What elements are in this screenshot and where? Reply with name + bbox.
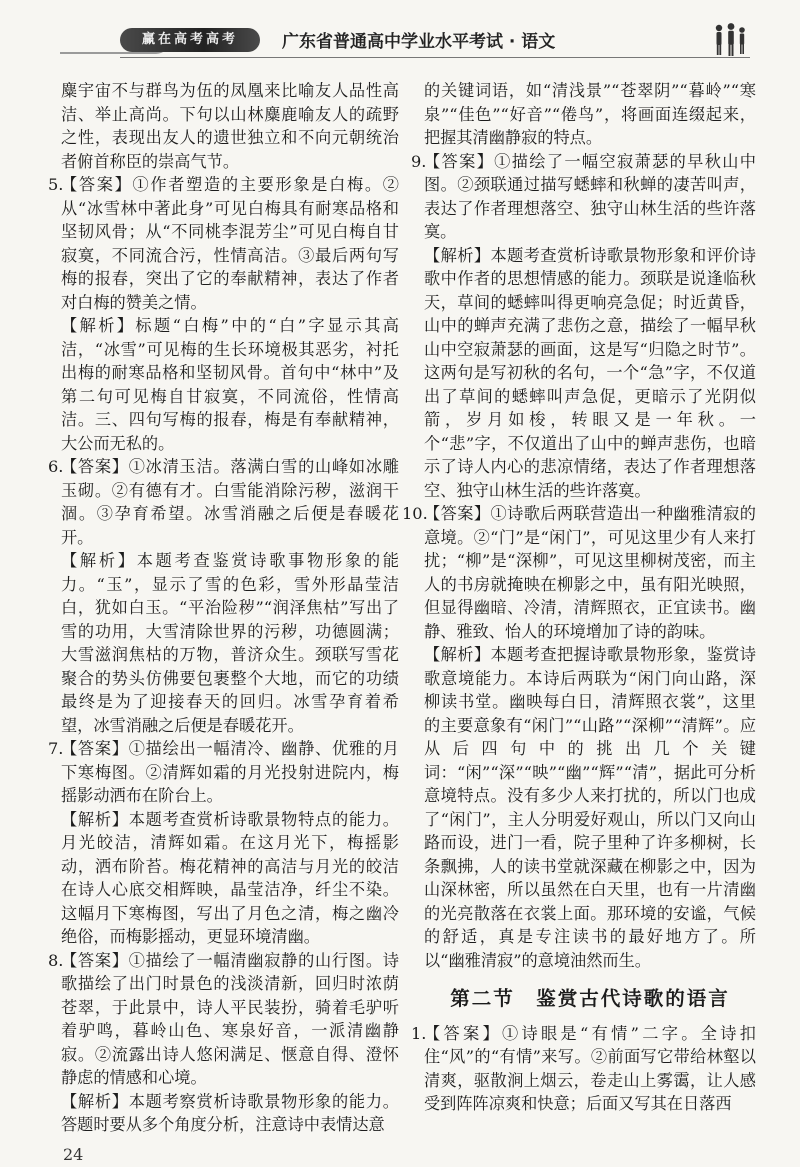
page-number: 24 (63, 1145, 84, 1164)
answer-item-10 (402, 502, 756, 972)
answer-item-5 (48, 173, 399, 455)
answer-text: 【答案】①描绘出一幅清冷、幽静、优雅的月下寒梅图。②清辉如霜的月光投射进院内，梅摇影动洒布在阶台上。 (61, 739, 399, 805)
analysis-text: 【解析】本题考查赏析诗歌景物形象和评价诗歌中作者的思想情感的能力。颈联是说逢临秋天，草间的蟋蟀叫得更响亮急促；时近黄昏，山中的蝉声充满了悲伤之意，描绘了一幅早秋山中空寂萧瑟的画面，这是写“归隐之时节”。这两句是写初秋的名句，一个“急”字，不仅道出了草间的蟋蟀叫声急促，更暗示了光阴似箭，岁月如梭，转眼又是一年秋。一个“悲”字，不仅道出了山中的蝉声悲伤，也暗示了诗人内心的悲凉情绪，表达了作者理想落空、独守山林生活的些许落寞。 (424, 245, 756, 500)
header-badge: 赢在高考高考 (120, 28, 260, 52)
item-number: 10. (402, 504, 428, 523)
page-header (60, 22, 750, 62)
analysis-text: 【解析】本题考察赏析诗歌景物形象的能力。答题时要从多个角度分析，注意诗中表情达意 (61, 1091, 399, 1134)
item-number: 5. (48, 175, 64, 194)
answer-text: 【答案】①诗歌后两联营造出一种幽雅清寂的意境。②“门”是“闲门”，可见这里少有人来打扰；“柳”是“深柳”，可见这里柳树茂密，而主人的书房就掩映在柳影之中，虽有阳光映照，但显得幽暗、冷清，清辉照衣，正宜读书。幽静、雅致、怡人的环境增加了诗的韵味。 (424, 504, 756, 641)
answer-item-8 (48, 949, 399, 1137)
paragraph: 的关键词语，如“清浅景”“苍翠阴”“暮岭”“寒泉”“佳色”“好音”“倦鸟”，将画面连缀起来，把握其清幽静寂的特点。 (424, 81, 756, 147)
item-number: 6. (48, 457, 64, 476)
analysis-text: 【解析】本题考查赏析诗歌景物特点的能力。月光皎洁，清辉如霜。在这月光下，梅摇影动，洒布阶苔。梅花精神的高洁与月光的皎洁在诗人心底交相辉映，晶莹洁净，纤尘不染。这幅月下寒梅图，写出了月色之清，梅之幽冷绝俗，而梅影摇动，更显环境清幽。 (61, 809, 399, 946)
answer-item-9 (411, 150, 756, 503)
answer-text: 【答案】①描绘了一幅清幽寂静的山行图。诗歌描绘了出门时景色的浅淡清新，回归时浓荫苍翠，于此景中，诗人平民装扮，骑着毛驴听着驴鸣，暮岭山色、寒泉好音，一派清幽静寂。②流露出诗人悠闲满足、惬意自得、澄怀静虑的情感和心境。 (61, 950, 399, 1087)
answer-text: 【答案】①描绘了一幅空寂萧瑟的早秋山中图。②颈联通过描写蟋蟀和秋蝉的凄苦叫声，表达了作者理想落空、独守山林生活的些许落寞。 (424, 151, 756, 241)
header-title: 广东省普通高中学业水平考试 · 语文 (282, 32, 556, 52)
answer-item-1 (411, 1022, 756, 1116)
answer-item-7 (48, 737, 399, 949)
left-column (48, 79, 399, 1137)
item-number: 9. (411, 151, 427, 171)
right-column (402, 79, 756, 1116)
answer-text: 【答案】①冰清玉洁。落满白雪的山峰如冰雕玉砌。②有德有才。白雪能消除污秽，滋润干涸。③孕育希望。冰雪消融之后便是春暖花开。 (61, 457, 399, 547)
item-number: 8. (48, 950, 64, 970)
analysis-text: 【解析】标题“白梅”中的“白”字显示其高洁，“冰雪”可见梅的生长环境极其恶劣，衬托出梅的耐寒品格和坚韧风骨。首句中“林中”及第二句可见梅自甘寂寞，不同流俗，性情高洁。三、四句写梅的报春，梅是有奉献精神，大公而无私的。 (61, 316, 399, 453)
item-number: 7. (48, 739, 64, 758)
answer-text: 【答案】①作者塑造的主要形象是白梅。②从“冰雪林中著此身”可见白梅具有耐寒品格和坚韧风骨；从“不同桃李混芳尘”可见白梅自甘寂寞，不同流合污，性情高洁。③最后两句写梅的报春，突出了它的奉献精神，表达了作者对白梅的赞美之情。 (61, 175, 399, 312)
answer-text: 【答案】①诗眼是“有情”二字。全诗扣住“风”的“有情”来写。②前面写它带给林壑以清爽，驱散涧上烟云，卷走山上雾霭，让人感受到阵阵凉爽和快意；后面又写其在日落西 (424, 1023, 756, 1113)
header-rule (120, 57, 750, 58)
section-title: 第二节 鉴赏古代诗歌的语言 (450, 987, 730, 1010)
paragraph: 麋宇宙不与群鸟为伍的凤凰来比喻友人品性高洁、举止高尚。下句以山林麋鹿喻友人的疏野之性，表现出友人的遗世独立和不向元朝统治者俯首称臣的崇高气节。 (61, 81, 399, 171)
item-number: 1. (411, 1023, 427, 1043)
people-silhouette-icon (710, 22, 750, 56)
analysis-text: 【解析】本题考查把握诗歌景物形象，鉴赏诗歌意境能力。本诗后两联为“闲门向山路，深柳读书堂。幽映每白日，清辉照衣裳”，这里的主要意象有“闲门”“山路”“深柳”“清辉”。应从后四句中的挑出几个关键词：“闲”“深”“映”“幽”“辉”“清”，据此可分析意境特点。没有多少人来打扰的，所以门也成了“闲门”，主人分明爱好观山，所以门又向山路而设，进门一看，院子里种了许多柳树，长条飘拂，人的读书堂就深藏在柳影之中，因为山深林密，所以虽然在白天里，也有一片清幽的光亮散落在衣裳上面。那环境的安谧，气候的舒适，真是专注读书的最好地方了。所以“幽雅清寂”的意境油然而生。 (424, 645, 756, 970)
analysis-text: 【解析】本题考查鉴赏诗歌事物形象的能力。“玉”，显示了雪的色彩，雪外形晶莹洁白，犹如白玉。“平治险秽”“润泽焦枯”写出了雪的功用，大雪清除世界的污秽，功德圆满；大雪滋润焦枯的万物，普济众生。颈联写雪花聚合的势头仿佛要包裹整个大地，而它的功绩最终是为了迎接春天的回归。冰雪孕育着希望，冰雪消融之后便是春暖花开。 (61, 551, 399, 735)
answer-item-6 (48, 455, 399, 737)
